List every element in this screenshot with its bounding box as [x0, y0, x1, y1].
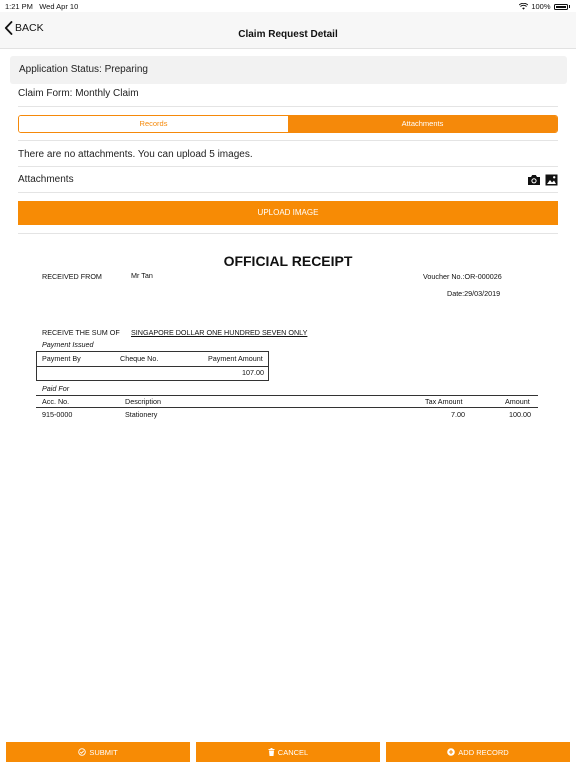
claim-form-label: Claim Form: Monthly Claim — [18, 88, 139, 99]
application-status-row — [10, 56, 567, 84]
upload-image-button[interactable]: UPLOAD IMAGE — [18, 201, 558, 225]
status-right — [519, 2, 570, 11]
tab-bar — [18, 115, 558, 133]
plus-circle-icon — [447, 748, 455, 756]
battery-tip — [569, 5, 571, 8]
table-top-border — [36, 395, 538, 396]
submit-label: SUBMIT — [89, 747, 118, 757]
battery-icon — [554, 4, 568, 10]
cancel-button[interactable] — [196, 742, 380, 762]
divider — [18, 106, 558, 107]
paid-header-description: Description — [125, 397, 161, 406]
payment-header-amount: Payment Amount — [208, 354, 263, 363]
status-bar — [0, 0, 576, 12]
cancel-label: CANCEL — [277, 747, 309, 757]
payment-header-cheque: Cheque No. — [120, 354, 159, 363]
paid-header-acc: Acc. No. — [42, 397, 70, 406]
back-label: BACK — [15, 22, 44, 34]
divider — [18, 192, 558, 193]
page-title: Claim Request Detail — [238, 29, 338, 40]
table-row-acc: 915-0000 — [42, 410, 73, 419]
footer-toolbar — [0, 742, 576, 764]
payment-issued-label: Payment Issued — [42, 340, 94, 349]
battery-percent: 100% — [531, 2, 551, 11]
image-icon[interactable] — [545, 173, 559, 185]
attachments-notice: There are no attachments. You can upload 5 images. — [18, 149, 253, 160]
application-status: Application Status: Preparing — [19, 64, 148, 75]
table-divider — [37, 366, 268, 367]
navigation-bar — [0, 12, 576, 49]
payment-cell-amount: 107.00 — [242, 368, 264, 377]
divider — [18, 140, 558, 141]
table-header-border — [36, 407, 538, 408]
camera-icon[interactable] — [527, 173, 541, 185]
trash-icon — [268, 748, 275, 756]
paid-for-label: Paid For — [42, 384, 70, 393]
received-from-value: Mr Tan — [131, 271, 153, 280]
submit-button[interactable] — [6, 742, 190, 762]
tab-records[interactable]: Records — [19, 116, 288, 132]
tab-attachments[interactable]: Attachments — [288, 116, 557, 132]
add-record-label: ADD RECORD — [458, 747, 509, 757]
divider — [18, 233, 558, 234]
paid-header-tax: Tax Amount — [425, 397, 463, 406]
status-time: 1:21 PM Wed Apr 10 — [5, 2, 79, 11]
payment-header-by: Payment By — [42, 354, 81, 363]
sum-value: SINGAPORE DOLLAR ONE HUNDRED SEVEN ONLY — [131, 328, 308, 337]
check-circle-icon — [78, 748, 86, 756]
voucher-number: Voucher No.:OR-000026 — [423, 272, 502, 281]
add-record-button[interactable] — [386, 742, 570, 762]
sum-label: RECEIVE THE SUM OF — [42, 328, 120, 337]
paid-header-amount: Amount — [505, 397, 530, 406]
table-row-amount: 100.00 — [509, 410, 531, 419]
table-row-tax: 7.00 — [451, 410, 465, 419]
received-from-label: RECEIVED FROM — [42, 272, 102, 281]
attachments-label: Attachments — [18, 174, 74, 185]
divider — [18, 166, 558, 167]
receipt-title: OFFICIAL RECEIPT — [223, 253, 353, 269]
receipt-date: Date:29/03/2019 — [447, 289, 501, 298]
table-row-description: Stationery — [125, 410, 158, 419]
wifi-icon — [519, 3, 528, 10]
